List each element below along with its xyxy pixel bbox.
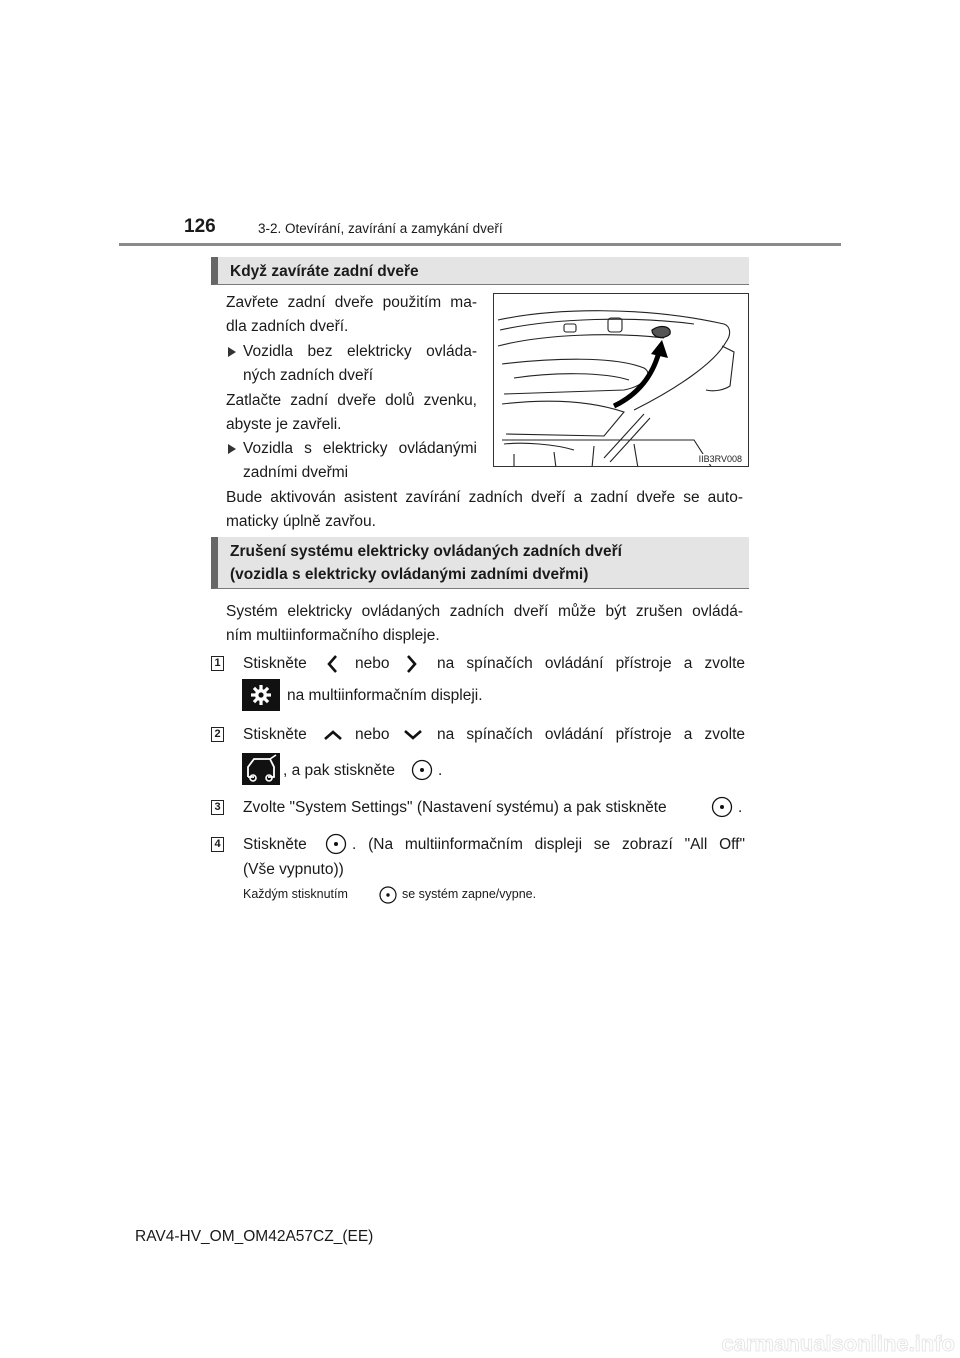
bullet2-text-line1: Bude aktivován asistent zavírání zadních dveří a zadní dveře se auto- (226, 489, 743, 506)
section1-intro-line1: Zavřete zadní dveře použitím ma- (226, 294, 477, 311)
header-rule (119, 243, 841, 246)
chevron-left-icon (325, 654, 339, 674)
step2-text-c: na spínačích ovládání přístroje a zvolte (437, 726, 745, 743)
step4-note-b: se systém zapne/vypne. (402, 887, 537, 901)
section2-intro-line2: ním multiinformačního displeje. (226, 627, 440, 644)
section2-heading-line2: (vozidla s elektricky ovládanými zadními dveřmi) (230, 566, 589, 583)
step-number-1: 1 (211, 656, 224, 671)
step4-text-line2: (Vše vypnuto)) (243, 861, 344, 878)
vehicle-settings-icon (242, 753, 280, 785)
bullet1-title-line2: ných zadních dveří (243, 367, 374, 384)
bullet2-text-line2: maticky úplně zavřou. (226, 513, 376, 530)
enter-button-icon (410, 758, 434, 782)
back-door-closing-illustration (493, 293, 749, 467)
enter-button-icon (710, 795, 734, 819)
bullet2-title-line2: zadními dveřmi (243, 464, 349, 481)
section-reference: 3-2. Otevírání, zavírání a zamykání dveří (258, 221, 503, 236)
enter-button-icon (324, 832, 348, 856)
step2-text-line2-a: , a pak stiskněte (283, 762, 396, 779)
watermark-text: carmanualsonline.info (721, 1331, 955, 1356)
step2-text-b: nebo (355, 726, 390, 743)
step2-text-line2-b: . (438, 762, 443, 779)
watermark-logo (0, 1330, 960, 1358)
step2-text-a: Stiskněte (243, 726, 307, 743)
page-number: 126 (184, 216, 216, 237)
settings-gear-icon (242, 679, 280, 711)
step3-text-b: . (738, 799, 743, 816)
section2-heading-line1: Zrušení systému elektricky ovládaných zadních dveří (230, 543, 622, 560)
step1-text-b: nebo (355, 655, 390, 672)
enter-button-icon (378, 885, 398, 905)
step-number-4: 4 (211, 837, 224, 852)
step-number-3: 3 (211, 800, 224, 815)
section2-intro-line1: Systém elektricky ovládaných zadních dveří může být zrušen ovládá- (226, 603, 743, 620)
chevron-up-icon (323, 728, 343, 742)
back-door-drawing (494, 294, 749, 467)
section-heading-closing-back-door: Když zavíráte zadní dveře (211, 257, 749, 285)
bullet1-title-line1: Vozidla bez elektricky ovláda- (243, 343, 477, 360)
step4-note-a: Každým stisknutím (243, 887, 348, 901)
step-number-2: 2 (211, 727, 224, 742)
bullet1-text-line2: abyste je zavřeli. (226, 416, 342, 433)
step1-text-c: na spínačích ovládání přístroje a zvolte (437, 655, 745, 672)
step1-text-line2: na multiinformačním displeji. (287, 687, 483, 704)
bullet-arrow-icon (228, 347, 236, 357)
bullet2-title-line1: Vozidla s elektricky ovládanými (243, 440, 477, 457)
chevron-right-icon (405, 654, 419, 674)
chevron-down-icon (403, 728, 423, 742)
manual-code: RAV4-HV_OM_OM42A57CZ_(EE) (135, 1228, 374, 1245)
step4-text-a: Stiskněte (243, 836, 307, 853)
bullet-arrow-icon (228, 444, 236, 454)
step3-text-a: Zvolte "System Settings" (Nastavení systému) a pak stiskněte (243, 799, 667, 816)
section1-intro-line2: dla zadních dveří. (226, 318, 349, 335)
bullet1-text-line1: Zatlačte zadní dveře dolů zvenku, (226, 392, 477, 409)
step1-text-a: Stiskněte (243, 655, 307, 672)
step4-text-b: . (Na multiinformačním displeji se zobrazí "All Off" (352, 836, 745, 853)
figure-label: IIB3RV008 (698, 454, 742, 464)
section-heading-cancel-power-door (211, 537, 749, 589)
